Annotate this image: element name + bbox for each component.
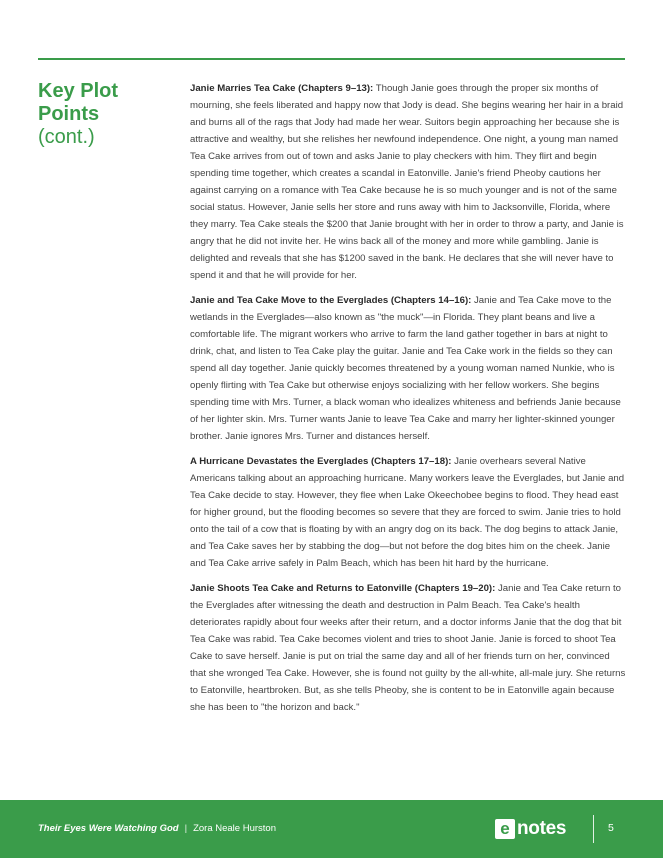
plot-point-lead: Janie Marries Tea Cake (Chapters 9–13): bbox=[190, 83, 374, 94]
heading-line-3: (cont.) bbox=[38, 126, 95, 148]
footer-separator: | bbox=[184, 823, 188, 834]
heading-line-1: Key Plot bbox=[38, 80, 119, 102]
section-heading bbox=[38, 80, 178, 149]
plot-point-body: Janie and Tea Cake return to the Everglades after witnessing the death and destruction in Palm Beach. Tea Cake's health deteriorates rapidly about four weeks after their return, and a doctor informs Janie that the dog that bit Tea Cake was rabid. Tea Cake becomes violent and tries to shoot Janie. Janie is forced to shoot Tea Cake to save herself. Janie is put on trial the same day and all of her friends turn on her, convinced that she wronged Tea Cake. However, she is found not guilty by the all-white, all-male jury. She returns to Eatonville, heartbroken. But, as she tells Pheoby, she is content to be in Eatonville again because she has been to "the horizon and back." bbox=[190, 583, 626, 713]
plot-point-body: Janie and Tea Cake move to the wetlands in the Everglades—also known as "the muck"—in Florida. They plant beans and live a comfortable life. The migrant workers who arrive to farm the land gather together in bars at night to drink, chat, and listen to Tea Cake play the guitar. Janie and Tea Cake work in the fields so they can spend all day together. Janie quickly becomes threatened by a young woman named Nunkie, who is openly flirting with Tea Cake but otherwise enjoys socializing with her fellow workers. She begins spending time with Mrs. Turner, a black woman who idealizes whiteness and befriends Janie because of her lighter skin. Mrs. Turner wants Janie to leave Tea Cake and marry her lighter-skinned younger brother. Janie ignores Mrs. Turner and distances herself. bbox=[190, 295, 621, 442]
plot-point-paragraph bbox=[190, 80, 626, 284]
plot-point-body: Janie overhears several Native Americans talking about an approaching hurricane. Many workers leave the Everglades, but Janie and Tea Cake decide to stay. However, they flee when Lake Okeechobee begins to flood. They head east for higher ground, but the flooding becomes so severe that they are forced to swim. Janie tries to hold onto the tail of a cow that is floating by with an angry dog on its back. The dog begins to attack Janie, and Tea Cake saves her by stabbing the dog—but not before the dog bites him on the cheek. Janie and Tea Cake arrive safely in Palm Beach, which has been hit hard by the hurricane. bbox=[190, 456, 625, 569]
plot-point-lead: Janie Shoots Tea Cake and Returns to Eatonville (Chapters 19–20): bbox=[190, 583, 496, 594]
plot-point-paragraph bbox=[190, 580, 626, 716]
heading-line-2: Points bbox=[38, 103, 100, 125]
book-author: Zora Neale Hurston bbox=[193, 823, 276, 834]
enotes-logo-icon: e bbox=[495, 819, 515, 839]
enotes-logo-word: notes bbox=[517, 818, 567, 839]
plot-point-lead: Janie and Tea Cake Move to the Everglades (Chapters 14–16): bbox=[190, 295, 472, 306]
plot-point-paragraph bbox=[190, 453, 626, 572]
top-divider bbox=[38, 58, 625, 60]
footer-book-info bbox=[38, 823, 276, 835]
plot-point-lead: A Hurricane Devastates the Everglades (Chapters 17–18): bbox=[190, 456, 452, 467]
enotes-logo bbox=[495, 817, 566, 841]
book-title: Their Eyes Were Watching God bbox=[38, 823, 179, 834]
plot-point-paragraph bbox=[190, 292, 626, 445]
page-footer bbox=[0, 800, 663, 858]
page-number: 5 bbox=[608, 822, 614, 834]
plot-point-body: Though Janie goes through the proper six months of mourning, she feels liberated and happy now that Jody is dead. She begins wearing her hair in a braid and burns all of the rags that Jody had made her wear. Suitors begin approaching her because she is attractive and wealthy, but she relishes her newfound independence. One night, a young man named Tea Cake arrives from out of town and asks Janie to play checkers with him. They flirt and begin spending time together, which creates a scandal in Eatonville. Janie's friend Pheoby cautions her against carrying on a romance with Tea Cake because he is so much younger and is not of the same social status. However, Janie sells her store and runs away with him to Jacksonville, Florida, where they marry. Tea Cake steals the $200 that Janie brought with her in order to throw a party, and Janie is angry that he did not invite her. He wins back all of the money and more while gambling. Janie is delighted and reveals that she has $1200 saved in the bank. He declares that she will never have to spend it and that he will provide for her. bbox=[190, 83, 624, 281]
plot-points-content bbox=[190, 80, 626, 724]
footer-divider bbox=[593, 815, 594, 843]
